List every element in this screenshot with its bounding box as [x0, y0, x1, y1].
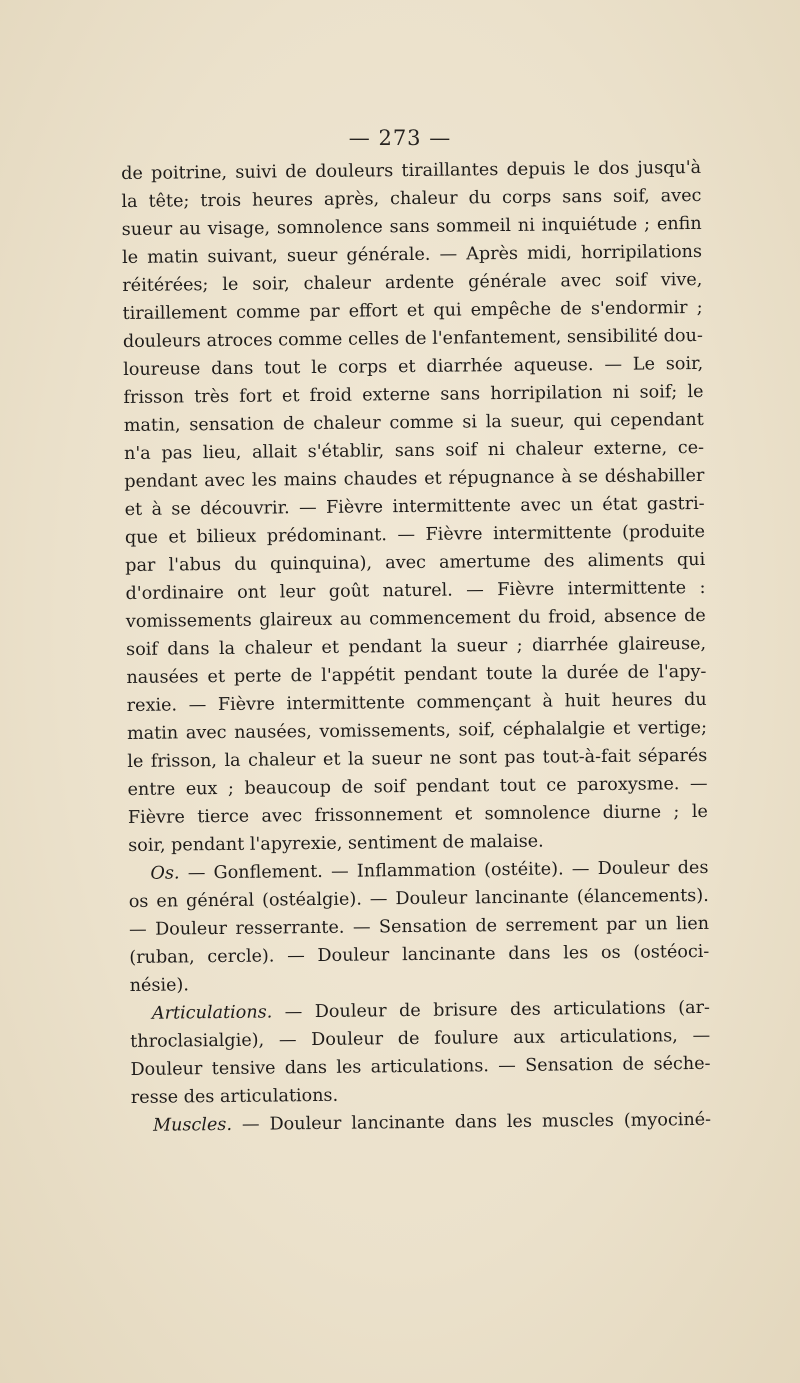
line-text: et à se découvrir. — Fièvre intermittente avec un état gastri- [124, 493, 705, 520]
text-line [131, 1106, 711, 1140]
section-heading: Os. [150, 863, 180, 884]
line-text: par l'abus du quinquina), avec amertume des aliments qui [125, 549, 706, 576]
line-text: matin avec nausées, vomissements, soif, céphalalgie et vertige; [126, 717, 708, 744]
line-text: n'a pas lieu, allait s'établir, sans soif ni chaleur externe, ce- [123, 437, 705, 464]
line-text: nausées et perte de l'appétit pendant toute la durée de l'apy- [126, 661, 707, 688]
line-text: le matin suivant, sueur générale. — Après midi, horripilations [121, 241, 703, 268]
line-text: — Douleur lancinante dans les muscles (myociné- [231, 1109, 712, 1135]
line-text: tiraillement comme par effort et qui empêche de s'endormir ; [122, 297, 703, 324]
line-text: réitérées; le soir, chaleur ardente générale avec soif vive, [122, 269, 703, 296]
line-text: le frisson, la chaleur et la sueur ne sont pas tout-à-fait séparés [127, 745, 708, 772]
line-text: soir, pendant l'apyrexie, sentiment de malaise. [128, 831, 544, 856]
page-number: — 273 — [348, 126, 452, 150]
line-text: resse des articulations. [130, 1085, 339, 1108]
line-text: nésie). [129, 975, 190, 996]
line-text: vomissements glaireux au commencement du froid, absence de [125, 605, 706, 632]
line-text: d'ordinaire ont leur goût naturel. — Fièvre intermittente : [125, 577, 706, 604]
line-text: os en général (ostéalgie). — Douleur lancinante (élancements). [128, 885, 709, 912]
line-text: (ruban, cercle). — Douleur lancinante dans les os (ostéoci- [129, 941, 710, 968]
line-text: Douleur tensive dans les articulations. — Sensation de séche- [130, 1053, 711, 1080]
line-text: loureuse dans tout le corps et diarrhée aqueuse. — Le soir, [123, 353, 704, 380]
line-text: Fièvre tierce avec frissonnement et somnolence diurne ; le [127, 801, 708, 828]
line-text: rexie. — Fièvre intermittente commençant à huit heures du [126, 689, 707, 716]
line-text: la tête; trois heures après, chaleur du corps sans soif, avec [121, 185, 702, 212]
line-text: soif dans la chaleur et pendant la sueur ; diarrhée glaireuse, [126, 633, 707, 660]
line-text: frisson très fort et froid externe sans horripilation ni soif; le [123, 381, 704, 408]
line-text: de poitrine, suivi de douleurs tiraillantes depuis le dos jusqu'à [121, 157, 702, 184]
line-text: pendant avec les mains chaudes et répugnance à se déshabiller [124, 465, 705, 492]
line-text: que et bilieux prédominant. — Fièvre intermittente (produite [124, 521, 706, 548]
line-text: throclasialgie), — Douleur de foulure aux articulations, — [130, 1025, 711, 1052]
line-text: — Douleur resserrante. — Sensation de serrement par un lien [128, 913, 710, 940]
line-text: — Gonflement. — Inflammation (ostéite). — Douleur des [179, 857, 709, 884]
line-text: entre eux ; beaucoup de soif pendant tout ce paroxysme. — [127, 773, 708, 800]
section-heading: Muscles. [153, 1114, 233, 1136]
line-text: sueur au visage, somnolence sans sommeil ni inquiétude ; enfin [121, 213, 702, 240]
line-text: douleurs atroces comme celles de l'enfantement, sensibilité dou- [122, 325, 703, 352]
body-text [121, 154, 711, 1140]
section-heading: Articulations. [151, 1002, 273, 1024]
line-text: matin, sensation de chaleur comme si la sueur, qui cependant [123, 409, 704, 436]
line-text: — Douleur de brisure des articulations (ar- [272, 997, 711, 1023]
